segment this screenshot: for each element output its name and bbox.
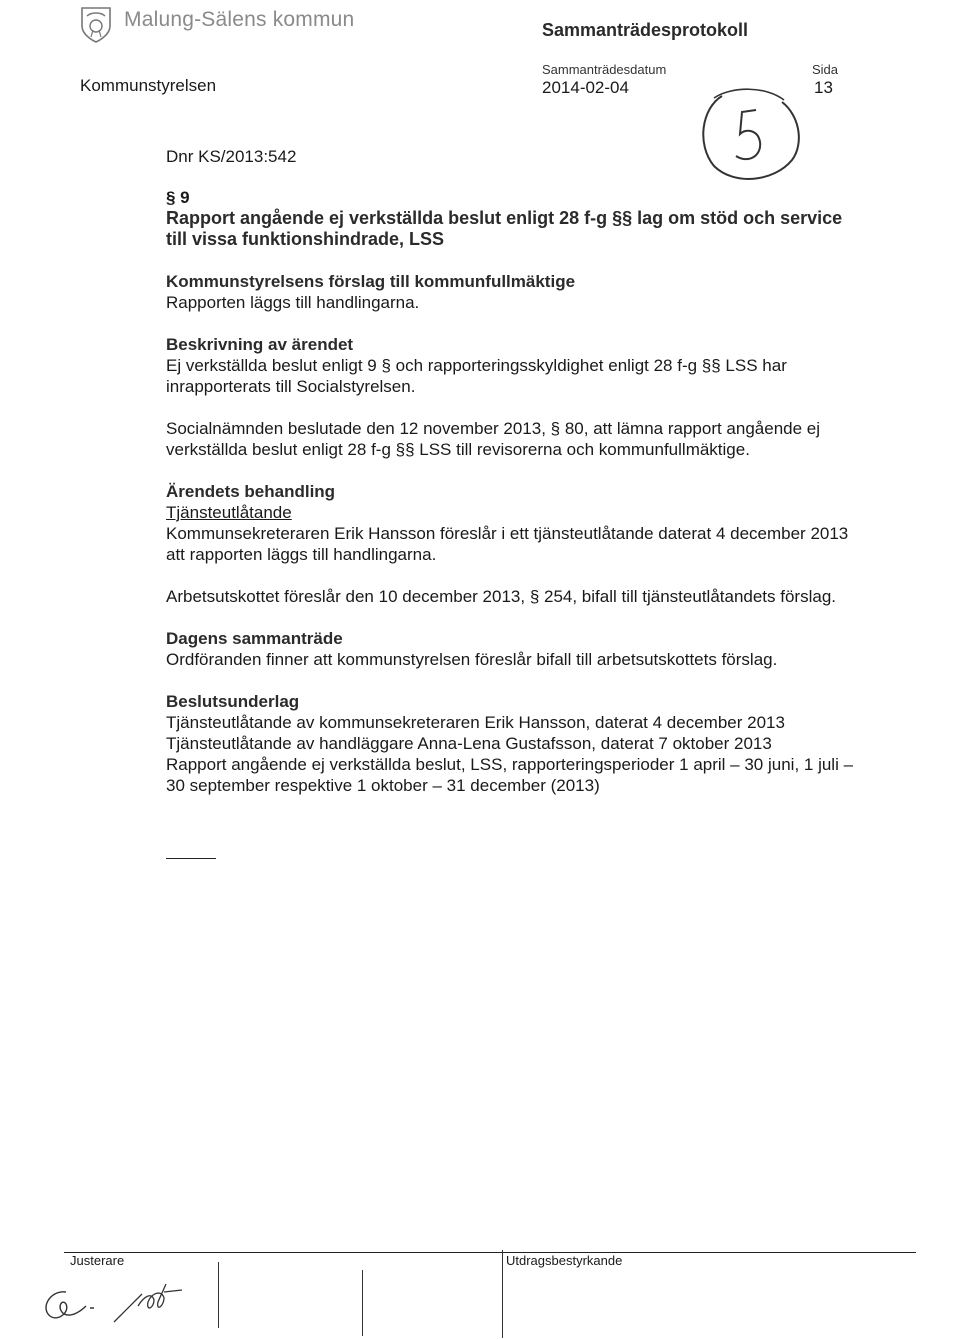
section-number: § 9 — [166, 188, 190, 207]
committee-proposal-text: Arbetsutskottet föreslår den 10 december 2013, § 254, bifall till tjänsteutlåtandets förslag. — [166, 587, 837, 606]
page-number: 13 — [814, 78, 833, 97]
signature-divider — [502, 1250, 503, 1338]
adjuster-label: Justerare — [70, 1253, 125, 1268]
extract-certification-label: Utdragsbestyrkande — [506, 1253, 623, 1268]
meeting-date-label: Sammanträdesdatum — [542, 62, 667, 77]
decision-basis-item: Rapport angående ej verkställda beslut, LSS, rapporteringsperioder 1 april – 30 juni, 1 juli – 30 september respektive 1 oktober – 31 december (2013) — [166, 755, 854, 795]
signature-divider — [218, 1262, 219, 1328]
official-statement-subheading: Tjänsteutlåtande — [166, 503, 292, 522]
adjuster-signature-2 — [108, 1272, 208, 1328]
decision-basis-item: Tjänsteutlåtande av kommunsekreteraren Erik Hansson, daterat 4 december 2013 — [166, 713, 785, 732]
meeting-date-value: 2014-02-04 — [542, 78, 629, 97]
todays-meeting-heading: Dagens sammanträde — [166, 629, 343, 648]
todays-meeting-text: Ordföranden finner att kommunstyrelsen föreslår bifall till arbetsutskottets förslag. — [166, 650, 778, 669]
proposal-text: Rapporten läggs till handlingarna. — [166, 293, 420, 312]
organ-name: Kommunstyrelsen — [80, 76, 217, 95]
municipality-name: Malung-Sälens kommun — [124, 8, 355, 31]
handling-heading: Ärendets behandling — [166, 482, 336, 501]
end-of-section-rule — [166, 858, 216, 859]
description-paragraph-2: Socialnämnden beslutade den 12 november 2013, § 80, att lämna rapport angående ej verkställda beslut enligt 28 f-g §§ LSS till revisorerna och kommunfullmäktige. — [166, 419, 821, 459]
document-title: Sammanträdesprotokoll — [542, 20, 749, 40]
section-title: Rapport angående ej verkställda beslut enligt 28 f-g §§ lag om stöd och service till vissa funktionshindrade, LSS — [166, 208, 843, 249]
case-number: Dnr KS/2013:542 — [166, 147, 297, 166]
decision-basis-item: Tjänsteutlåtande av handläggare Anna-Lena Gustafsson, daterat 7 oktober 2013 — [166, 734, 772, 753]
footer-divider — [64, 1252, 916, 1253]
page-label: Sida — [812, 62, 839, 77]
municipality-crest-icon — [78, 4, 114, 44]
official-statement-text: Kommunsekreteraren Erik Hansson föreslår i ett tjänsteutlåtande daterat 4 december 2013 att rapporten läggs till handlingarna. — [166, 524, 849, 564]
description-heading: Beskrivning av ärendet — [166, 335, 354, 354]
description-paragraph-1: Ej verkställda beslut enligt 9 § och rapporteringsskyldighet enligt 28 f-g §§ LSS har inrapporterats till Socialstyrelsen. — [166, 356, 787, 396]
proposal-heading: Kommunstyrelsens förslag till kommunfullmäktige — [166, 272, 576, 291]
protocol-content — [166, 146, 856, 796]
signature-divider — [362, 1270, 363, 1336]
decision-basis-heading: Beslutsunderlag — [166, 692, 300, 711]
